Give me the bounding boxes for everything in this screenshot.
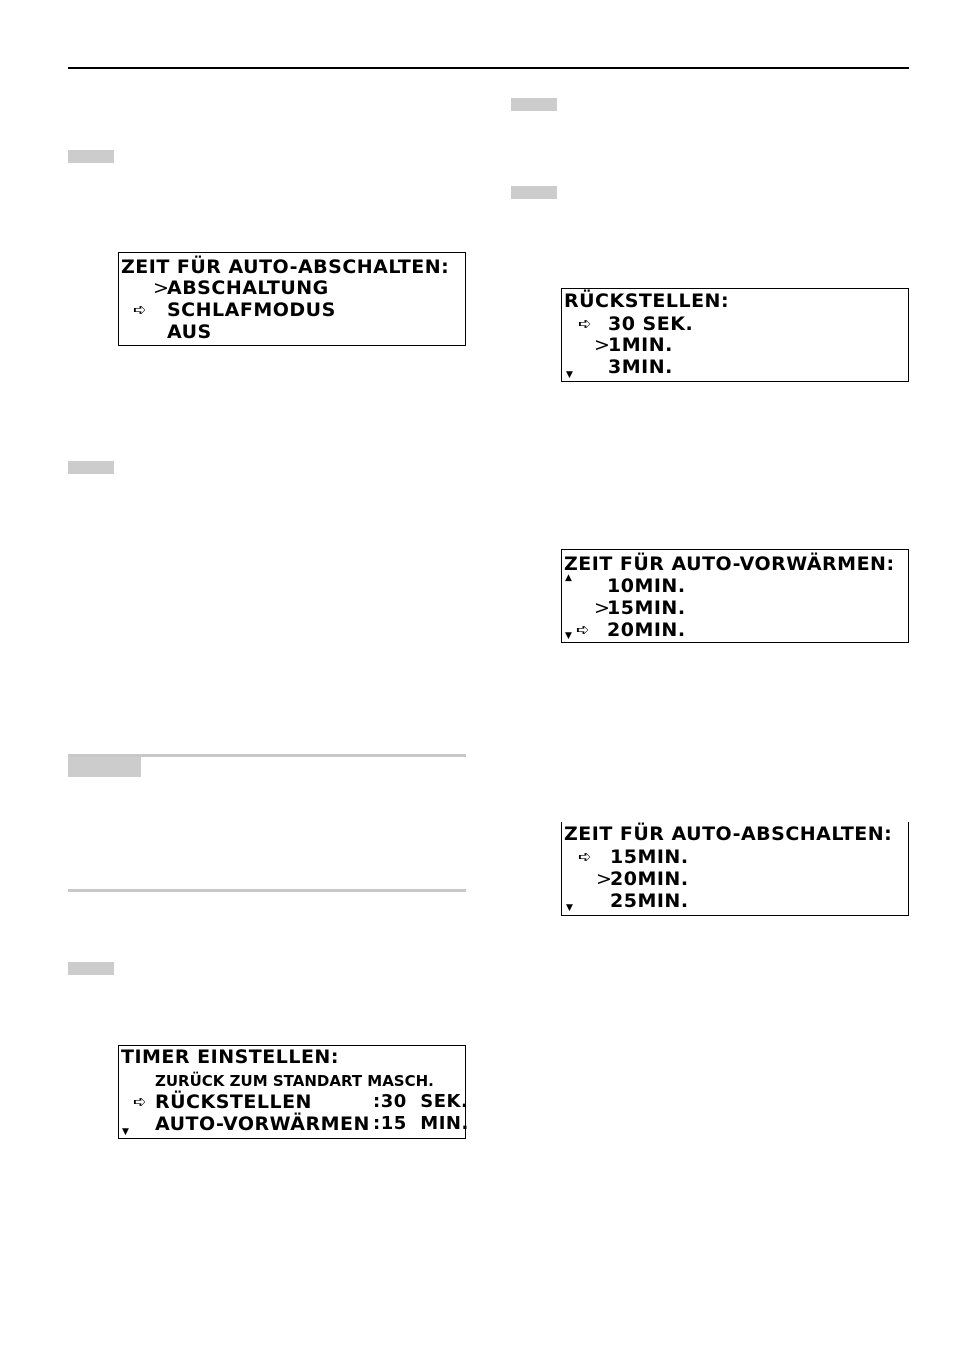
- note-bottom-rule: [68, 889, 466, 892]
- lcd-item: 3MIN.: [608, 356, 673, 378]
- lcd-item: ABSCHALTUNG: [167, 277, 329, 299]
- lcd-item: 15MIN.: [607, 597, 686, 619]
- cursor-arrow-icon: ➪: [578, 314, 592, 333]
- lcd-title: TIMER EINSTELLEN:: [121, 1046, 339, 1068]
- selected-mark: >: [596, 868, 613, 890]
- cursor-arrow-icon: ➪: [576, 620, 590, 639]
- step-marker: [68, 150, 114, 163]
- lcd-title: ZEIT FÜR AUTO-ABSCHALTEN:: [121, 256, 450, 278]
- lcd-item: 15MIN.: [610, 846, 689, 868]
- lcd-subtitle: ZURÜCK ZUM STANDART MASCH.: [155, 1072, 434, 1090]
- header-rule: [68, 67, 909, 69]
- cursor-arrow-icon: ➪: [578, 847, 592, 866]
- lcd-abschalten-time: [561, 822, 909, 916]
- scroll-down-icon: ▼: [566, 903, 574, 913]
- selected-mark: >: [594, 334, 611, 356]
- note-tab: [68, 757, 141, 777]
- lcd-ruckstellen: [561, 288, 909, 382]
- scroll-up-icon: ▲: [565, 573, 573, 583]
- step-marker: [511, 98, 557, 111]
- lcd-item: 20MIN.: [610, 868, 689, 890]
- lcd-item: SCHLAFMODUS: [167, 299, 336, 321]
- lcd-item: 20MIN.: [607, 619, 686, 641]
- step-marker: [68, 461, 114, 474]
- cursor-arrow-icon: ➪: [133, 300, 147, 319]
- scroll-down-icon: ▼: [122, 1127, 130, 1137]
- step-marker: [68, 962, 114, 975]
- lcd-row-value: :15 MIN.: [373, 1113, 469, 1134]
- lcd-vorwaermen: [561, 549, 909, 643]
- scroll-down-icon: ▼: [566, 370, 574, 380]
- lcd-row-label: AUTO-VORWÄRMEN: [155, 1113, 370, 1135]
- selected-mark: >: [594, 597, 611, 619]
- cursor-arrow-icon: ➪: [133, 1092, 147, 1111]
- lcd-title: RÜCKSTELLEN:: [564, 290, 730, 312]
- lcd-title: ZEIT FÜR AUTO-ABSCHALTEN:: [564, 823, 893, 845]
- lcd-item: AUS: [167, 321, 212, 343]
- lcd-timer: [118, 1045, 469, 1139]
- lcd-row-label: RÜCKSTELLEN: [155, 1091, 312, 1113]
- step-marker: [511, 186, 557, 199]
- lcd-item: 1MIN.: [608, 334, 673, 356]
- selected-mark: >: [153, 277, 170, 299]
- lcd-item: 25MIN.: [610, 890, 689, 912]
- lcd-item: 30 SEK.: [608, 313, 694, 335]
- lcd-item: 10MIN.: [607, 575, 686, 597]
- lcd-row-value: :30 SEK.: [373, 1091, 469, 1112]
- scroll-down-icon: ▼: [565, 631, 573, 641]
- lcd-abschalten-mode: [118, 252, 466, 346]
- lcd-title: ZEIT FÜR AUTO-VORWÄRMEN:: [564, 553, 895, 575]
